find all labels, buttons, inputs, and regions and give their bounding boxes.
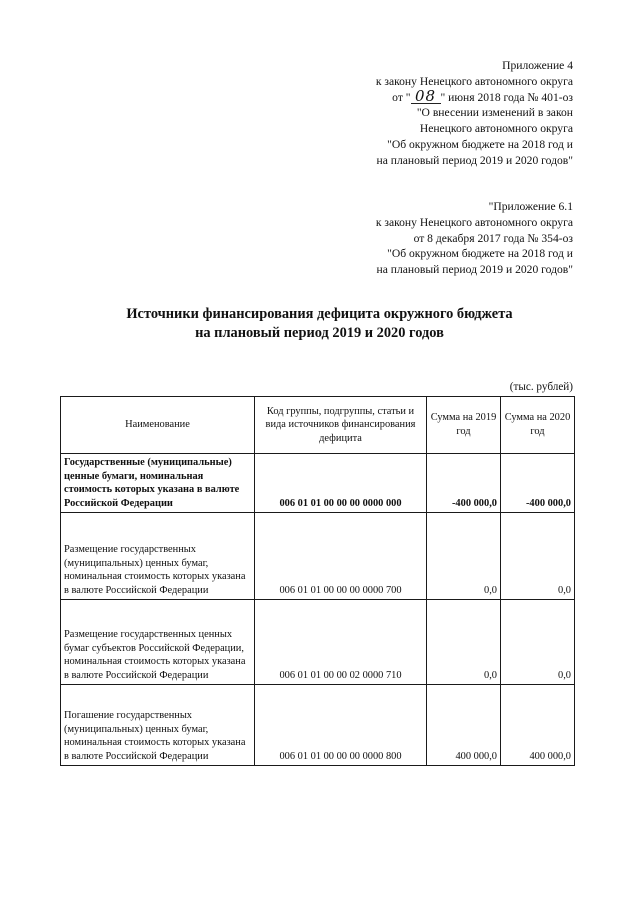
row-code: 006 01 01 00 00 00 0000 000 xyxy=(255,454,427,513)
original-line-2: к закону Ненецкого автономного округа xyxy=(375,215,573,229)
row-sum-2020: -400 000,0 xyxy=(501,454,575,513)
row-sum-2019: -400 000,0 xyxy=(427,454,501,513)
row-sum-2020: 0,0 xyxy=(501,600,575,685)
table-row xyxy=(61,600,575,685)
row-sum-2019: 0,0 xyxy=(427,600,501,685)
row-code: 006 01 01 00 00 00 0000 800 xyxy=(255,685,427,766)
table-row xyxy=(61,513,575,600)
appendix-line-6: "Об окружном бюджете на 2018 год и xyxy=(387,137,573,151)
row-code: 006 01 01 00 00 00 0000 700 xyxy=(255,513,427,600)
appendix-line-7: на плановый период 2019 и 2020 годов" xyxy=(376,153,573,167)
row-name: Погашение государственных (муниципальных) ценных бумаг, номинальная стоимость которых указана в валюте Российской Федерации xyxy=(61,685,255,766)
financing-sources-table xyxy=(60,396,575,766)
handwritten-day: 08 xyxy=(411,90,441,104)
appendix-line-4: "О внесении изменений в закон xyxy=(416,106,573,120)
row-name: Размещение государственных ценных бумаг субъектов Российской Федерации, номинальная стоимость которых указана в валюте Российской Федерации xyxy=(61,600,255,685)
original-line-5: на плановый период 2019 и 2020 годов" xyxy=(376,263,573,277)
original-line-4: "Об окружном бюджете на 2018 год и xyxy=(387,247,573,261)
appendix-line-1: Приложение 4 xyxy=(502,59,573,72)
row-sum-2020: 400 000,0 xyxy=(501,685,575,766)
table-row xyxy=(61,685,575,766)
appendix-date-line xyxy=(376,86,573,106)
table-header-row xyxy=(61,397,575,454)
appendix-block xyxy=(376,58,573,169)
title-line-1: Источники финансирования дефицита окружного бюджета xyxy=(126,306,513,322)
original-appendix-block xyxy=(376,199,573,278)
appendix-line-2: к закону Ненецкого автономного округа xyxy=(375,74,573,88)
row-sum-2020: 0,0 xyxy=(501,513,575,600)
document-title xyxy=(0,305,639,343)
original-line-3: от 8 декабря 2017 года № 354-оз xyxy=(413,231,573,245)
date-prefix: от " xyxy=(392,90,411,104)
title-line-2: на плановый период 2019 и 2020 годов xyxy=(195,325,444,341)
date-suffix: " июня 2018 года № 401-оз xyxy=(440,90,573,104)
units-label: (тыс. рублей) xyxy=(509,381,573,393)
row-code: 006 01 01 00 00 02 0000 710 xyxy=(255,600,427,685)
appendix-line-5: Ненецкого автономного округа xyxy=(419,122,573,136)
header-name: Наименование xyxy=(61,397,255,454)
row-sum-2019: 400 000,0 xyxy=(427,685,501,766)
header-sum-2020: Сумма на 2020 год xyxy=(501,397,575,454)
row-name: Размещение государственных (муниципальных) ценных бумаг, номинальная стоимость которых указана в валюте Российской Федерации xyxy=(61,513,255,600)
table-row xyxy=(61,454,575,513)
original-line-1: "Приложение 6.1 xyxy=(488,200,573,213)
row-sum-2019: 0,0 xyxy=(427,513,501,600)
header-code: Код группы, подгруппы, статьи и вида источников финансирования дефицита xyxy=(255,397,427,454)
header-sum-2019: Сумма на 2019 год xyxy=(427,397,501,454)
row-name: Государственные (муниципальные) ценные бумаги, номинальная стоимость которых указана в валюте Российской Федерации xyxy=(61,454,255,513)
